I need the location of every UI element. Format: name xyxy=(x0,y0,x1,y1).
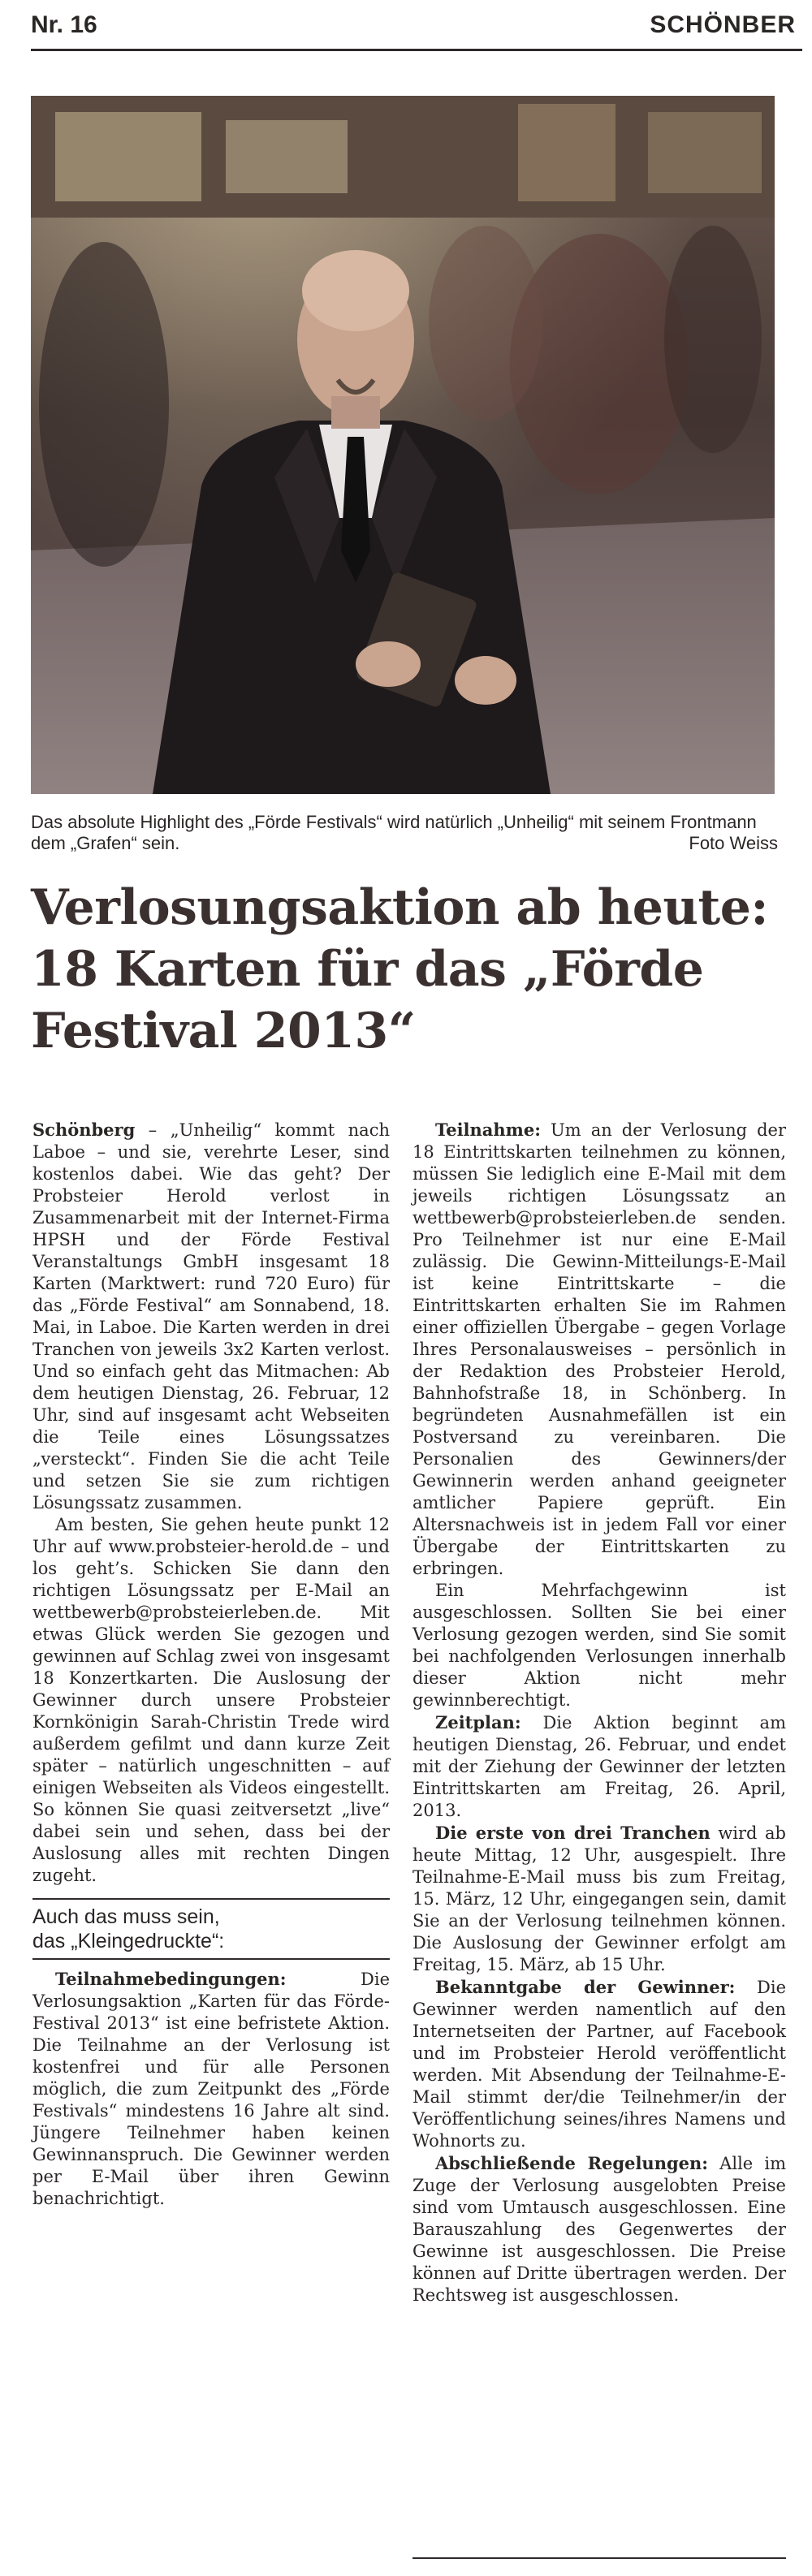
fine-print-heading-line-1: Auch das muss sein, xyxy=(32,1905,220,1928)
photo-credit: Foto Weiss xyxy=(689,833,778,853)
paragraph-winners-announcement xyxy=(412,1976,786,2152)
paragraph-first-tranche xyxy=(412,1822,786,1976)
fine-print-box-heading xyxy=(32,1898,390,1953)
paragraph-intro xyxy=(32,1119,390,1514)
paragraph-multiple-wins: Ein Mehrfachgewinn ist ausgeschlossen. Sollten Sie bei einer Verlosung gezogen werden, sind Sie somit bei nachfolgenden Verlosungen innerhalb dieser Aktion nicht mehr gewinnberechtigt. xyxy=(412,1581,786,1710)
hero-photo-illustration xyxy=(31,96,775,794)
caption-text: Das absolute Highlight des „Förde Festivals“ wird natürlich „Unheilig“ mit seinem Frontmann dem „Grafen“ sein. xyxy=(31,812,757,853)
fine-print-rule xyxy=(32,1958,390,1960)
winners-text: Die Gewinner werden namentlich auf den Internetseiten der Partner, auf Facebook und im Probsteier Herold veröffentlicht werden. Mit Absendung der Teilnahme-E-Mail stimmt der/die Teilnehmer/in der Veröffentlichung seines/ihres Namens und Wohnorts zu. xyxy=(412,1978,786,2151)
paragraph-schedule xyxy=(412,1711,786,1822)
first-tranche-heading: Die erste von drei Tranchen xyxy=(435,1823,710,1843)
article-column-left xyxy=(32,1119,390,2210)
hero-photo xyxy=(31,96,775,794)
final-rules-text: Alle im Zuge der Verlosung ausgelobten Preise sind vom Umtausch ausgeschlossen. Eine Barauszahlung des Gegenwertes der Gewinne ist ausgeschlossen. Die Preise können auf Dritte übertragen werden. Der Rechtsweg ist ausgeschlossen. xyxy=(412,2154,786,2305)
headline: Verlosungsaktion ab heute: 18 Karten für das „Förde Festival 2013“ xyxy=(31,879,769,1059)
participation-text: Um an der Verlosung der 18 Eintrittskarten teilnehmen zu können, müssen Sie lediglich eine E-Mail mit dem jeweils richtigen Lösungssatz an wettbewerb@probsteierleben.de senden. Pro Teilnehmer ist nur eine E-Mail zulässig. Die Gewinn-Mitteilungs-E-Mail ist keine Eintrittskarte – die Eintrittskarten erhalten Sie im Rahmen einer offiziellen Übergabe – gegen Vorlage Ihres Personalausweises – persönlich in der Redaktion des Probsteier Herold, Bahnhofstraße 18, in Schönberg. In begründeten Ausnahmefällen ist ein Postversand zu vereinbaren. Die Personalien des Gewinners/der Gewinnerin werden anhand geeigneter amtlicher Papiere geprüft. Ein Altersnachweis ist in jedem Fall vor einer Übergabe der Eintrittskarten zu erbringen. xyxy=(412,1120,786,1578)
section-label: SCHÖNBER xyxy=(650,11,796,38)
conditions-heading: Teilnahmebedingungen: xyxy=(55,1969,287,1989)
first-tranche-text: wird ab heute Mittag, 12 Uhr, ausgespielt. Ihre Teilnahme-E-Mail muss bis zum Freitag, 15. März, 12 Uhr, eingegangen sein, damit Sie an der Verlosung teilnehmen können. Die Auslosung der Gewinner erfolgt am Freitag, 15. März, ab 15 Uhr. xyxy=(412,1823,786,1974)
participation-heading: Teilnahme: xyxy=(435,1120,542,1140)
paragraph-intro-text: – „Unheilig“ kommt nach Laboe – und sie, verehrte Leser, sind kostenlos dabei. Wie das geht? Der Probsteier Herold verlost in Zusammenarbeit mit der Internet-Firma HPSH und der Förde Festival Veranstaltungs GmbH insgesamt 18 Karten (Marktwert: rund 720 Euro) für das „Förde Festival“ am Sonnabend, 18. Mai, in Laboe. Die Karten werden in drei Tranchen von jeweils 3x2 Karten verlost. Und so einfach geht das Mitmachen: Ab dem heutigen Dienstag, 26. Februar, 12 Uhr, sind auf insgesamt acht Webseiten die Teile eines Lösungssatzes „versteckt“. Finden Sie die acht Teile und setzen Sie sie zum richtigen Lösungssatz zusammen. xyxy=(32,1120,390,1512)
header-rule xyxy=(31,49,802,51)
paragraph-instructions: Am besten, Sie gehen heute punkt 12 Uhr auf www.probsteier-herold.de – und los geht’s. Schicken Sie dann den richtigen Lösungssatz per E-Mail an wettbewerb@probsteierleben.de. Mit etwas Glück werden Sie gezogen und gewinnen auf Schlag zwei von insgesamt 18 Konzertkarten. Die Auslosung der Gewinner durch unsere Probsteier Kornkönigin Sarah-Christin Trede wird außerdem gefilmt und dann kurze Zeit später – natürlich ungeschnitten – auf einigen Webseiten als Videos eingestellt. So können Sie quasi zeitversetzt „live“ dabei sein und sehen, dass bei der Auslosung alles mit rechten Dingen zugeht. xyxy=(32,1515,390,1885)
page-number: Nr. 16 xyxy=(31,11,97,38)
schedule-text: Die Aktion beginnt am heutigen Dienstag, 26. Februar, und endet mit der Ziehung der Gewinner der letzten Eintrittskarten am Freitag, 26. April, 2013. xyxy=(412,1713,786,1820)
dateline: Schönberg xyxy=(32,1120,136,1140)
photo-caption xyxy=(31,812,778,854)
fine-print-heading-line-2: das „Kleingedruckte“: xyxy=(32,1930,225,1952)
paragraph-participation xyxy=(412,1119,786,1580)
schedule-heading: Zeitplan: xyxy=(435,1712,521,1732)
final-rules-heading: Abschließende Regelungen: xyxy=(435,2153,709,2173)
paragraph-final-rules xyxy=(412,2152,786,2306)
bottom-rule xyxy=(412,2557,786,2559)
article-column-right xyxy=(412,1119,786,2306)
conditions-text: Die Verlosungsaktion „Karten für das Förde-Festival 2013“ ist eine befristete Aktion. Die Teilnahme an der Verlosung ist kostenfrei und für alle Personen möglich, die zum Zeitpunkt des „Förde Festivals“ mindestens 16 Jahre alt sind. Jüngere Teilnehmer haben keinen Gewinnanspruch. Die Gewinner werden per E-Mail über ihren Gewinn benachrichtigt. xyxy=(32,1970,390,2208)
paragraph-conditions xyxy=(32,1968,390,2210)
winners-heading: Bekanntgabe der Gewinner: xyxy=(435,1977,736,1997)
